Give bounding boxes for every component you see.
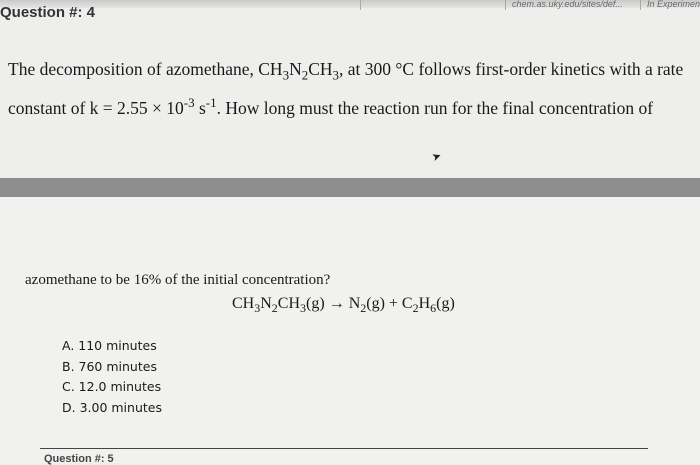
question-text-part: s: [194, 97, 206, 118]
subscript: 2: [412, 301, 419, 316]
equation-part: H: [418, 295, 431, 312]
section-divider-line: [40, 448, 648, 449]
answer-option-c[interactable]: C. 12.0 minutes: [62, 379, 162, 394]
question-text-part: . How long must the reaction run for the final concentration of: [216, 97, 654, 118]
page-divider: [0, 178, 700, 197]
equation-part: (g) + C: [366, 295, 413, 312]
browser-tab-report[interactable]: [360, 0, 483, 10]
reaction-equation: [232, 295, 455, 316]
equation-part: (g): [436, 295, 455, 312]
equation-part: (g) → N: [306, 295, 361, 312]
question-text: [8, 56, 700, 121]
superscript: -1: [205, 94, 217, 110]
next-question-header: Question #: 5: [44, 453, 114, 465]
question-text-part: constant of k = 2.55 × 10: [8, 97, 184, 118]
equation-part: CH: [277, 295, 301, 312]
subscript: 3: [300, 301, 307, 316]
answer-option-d[interactable]: D. 3.00 minutes: [62, 399, 162, 415]
subscript: 6: [430, 301, 437, 316]
subscript: 3: [282, 67, 290, 83]
subscript: 3: [254, 301, 261, 316]
page-lower-section: [0, 197, 700, 463]
question-text-part: N: [289, 59, 302, 79]
continued-question-text: azomethane to be 16% of the initial concentration?: [25, 272, 331, 288]
arrow-cursor-icon: ➤: [430, 149, 444, 165]
subscript: 2: [301, 67, 309, 83]
subscript: 2: [271, 301, 278, 316]
browser-tab-experiment[interactable]: In Experimen: [640, 0, 700, 10]
answer-option-b[interactable]: B. 760 minutes: [62, 358, 157, 374]
equation-part: CH: [232, 295, 255, 312]
superscript: -3: [183, 94, 195, 110]
subscript: 2: [360, 301, 367, 316]
subscript: 3: [332, 67, 340, 83]
question-text-part: The decomposition of azomethane, CH: [8, 59, 283, 79]
browser-tab-chem[interactable]: chem.as.uky.edu/sites/def...: [505, 0, 638, 10]
equation-part: N: [260, 295, 272, 312]
question-header: Question #: 4: [0, 4, 96, 21]
answer-option-a[interactable]: A. 110 minutes: [62, 338, 157, 353]
question-text-part: CH: [308, 59, 333, 79]
answer-options: [62, 336, 162, 418]
question-text-part: , at 300 °C follows first-order kinetics with a rate: [339, 59, 684, 79]
